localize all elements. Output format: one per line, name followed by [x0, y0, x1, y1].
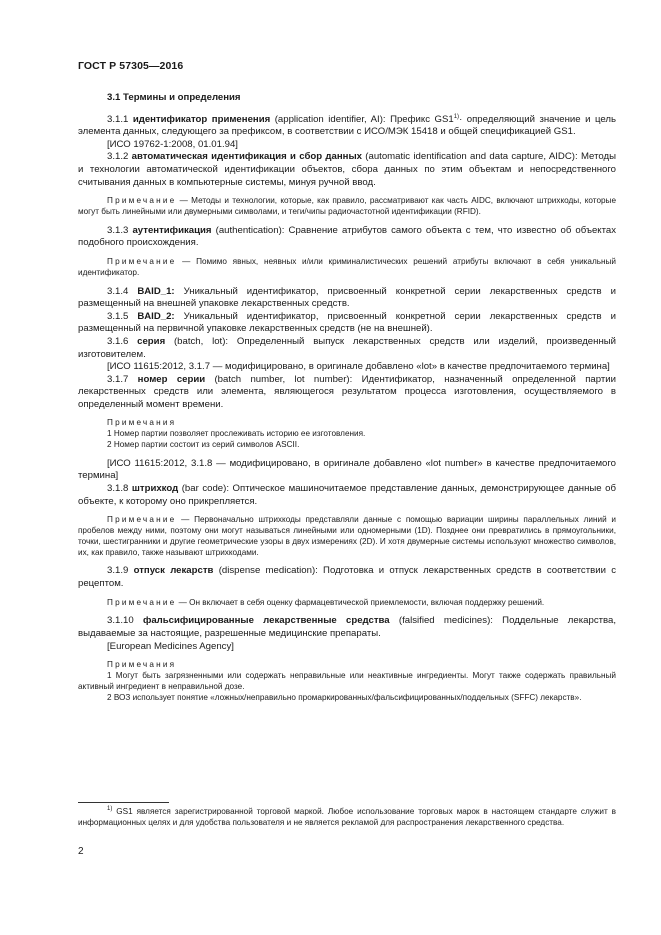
term-3-1-3	[78, 225, 616, 250]
term-name: BAID_2:	[137, 310, 175, 322]
term-definition: (falsified medicines): Поддельные лекарства, выдаваемые за настоящие, разрешенные медицинские препараты.	[78, 615, 616, 639]
term-definition: (batch, lot): Определенный выпуск лекарственных средств или изделий, произведенный изготовителем.	[78, 335, 616, 360]
note-lead: Примечание	[107, 196, 177, 206]
term-definition: (bar code): Оптическое машиночитаемое представление данных, демонстрирующее данные об объекте, к которому оно прикрепляется.	[78, 483, 616, 507]
term-number: 3.1.1	[107, 113, 133, 125]
term-definition: (batch number, lot number): Идентификатор, назначенный определенной партии лекарственных средств или элемента, являющегося результатом процесса изготовления, осуществляемого в определенный момент времени.	[78, 373, 616, 410]
note-text: — Первоначально штрихкоды представляли данные с помощью вариации ширины параллельных линий и пробелов между ними, поэтому они могут называться линейными или одномерными (1D). Позднее они превратились в прямоугольники, точки, шестигранники и другие геометрические узоры в двух измерениях (2D). И хотя двумерные системы используют множество символов, их, как правило, также называют штрихкодами.	[78, 515, 616, 557]
note-text: — Он включает в себя оценку фармацевтической приемлемости, включая поддержку решений.	[176, 597, 545, 607]
note-lead: Примечание	[107, 597, 177, 607]
term-notes	[78, 418, 616, 450]
term-number: 3.1.8	[107, 483, 132, 495]
term-name: штрихкод	[131, 483, 179, 495]
term-definition: Уникальный идентификатор, присвоенный конкретной серии лекарственных средств и размещенный на внешней упаковке лекарственных средств.	[78, 285, 616, 310]
note-lead: Примечание	[107, 515, 177, 525]
term-number: 3.1.2	[107, 151, 132, 163]
term-3-1-4	[78, 286, 616, 311]
term-number: 3.1.6	[107, 335, 138, 347]
notes-heading: Примечания	[107, 418, 177, 428]
term-3-1-1	[78, 114, 616, 139]
term-3-1-5	[78, 311, 616, 336]
note-lead: Примечание	[107, 256, 177, 266]
term-definition: (application identifier, AI): Префикс GS1	[270, 113, 454, 125]
footnote	[78, 807, 616, 829]
note-text: — Помимо явных, неявных и/или криминалистических решений атрибуты включают в себя уникальный идентификатор.	[78, 256, 616, 277]
note-text: — Методы и технологии, которые, как правило, рассматривают как часть AIDC, включают штрихкоды, которые могут быть линейными или двумерными символами, и теги/чипы радиочастотной идентификации (RFID).	[78, 196, 616, 216]
term-definition-cont: · определяющий значение и цель элемента данных, следующего за префиксом, в соответствии с ИСО/МЭК 15418 и общей спецификацией GS1.	[78, 113, 616, 138]
term-notes	[78, 660, 616, 703]
note-item: 2 ВОЗ использует понятие «ложных/неправильно промаркированных/фальсифицированных/поддельных (SFFC) лекарств».	[107, 692, 582, 702]
term-number: 3.1.10	[107, 615, 143, 627]
term-citation: [ИСО 11615:2012, 3.1.7 — модифицировано, в оригинале добавлено «lot» в качестве предпочитаемого термина]	[107, 361, 610, 373]
term-citation: [ИСО 11615:2012, 3.1.8 — модифицировано, в оригинале добавлено «lot number» в качестве предпочитаемого термина]	[78, 457, 616, 482]
term-name: аутентификация	[132, 224, 212, 236]
term-number: 3.1.9	[107, 565, 134, 577]
footnote-ref: 1)	[453, 113, 460, 120]
term-3-1-6	[78, 336, 616, 361]
term-definition: (authentication): Сравнение атрибутов самого объекта с тем, что известно об объектах подобного происхождения.	[78, 224, 616, 249]
note-item: 2 Номер партии состоит из серий символов ASCII.	[107, 440, 300, 450]
note-item: 1 Номер партии позволяет прослеживать историю ее изготовления.	[107, 429, 366, 439]
term-definition: (automatic identification and data capture, AIDC): Методы и технологии автоматической идентификации объектов, сбора данных по этим объектам и непосредственного считывания данных в компьютерные системы, минуя ручной ввод.	[78, 151, 616, 188]
term-definition: Уникальный идентификатор, присвоенный конкретной серии лекарственных средств и размещенный на первичной упаковке лекарственных средств (не на внешней).	[78, 310, 616, 335]
term-citation: [ИСО 19762-1:2008, 01.01.94]	[107, 138, 238, 150]
standard-header: ГОСТ Р 57305—2016	[78, 60, 184, 72]
term-number: 3.1.7	[107, 373, 138, 385]
term-3-1-8	[78, 483, 616, 508]
footnote-text: GS1 является зарегистрированной торговой маркой. Любое использование торговых марок в настоящем стандарте служит в информационных целях и для удобства пользователя и не является рекламой для распространения лекарственного средства.	[78, 807, 616, 827]
term-3-1-10	[78, 615, 616, 640]
section-title: 3.1 Термины и определения	[107, 92, 241, 103]
term-note	[78, 196, 616, 218]
term-name: отпуск лекарств	[133, 565, 214, 577]
footnote-divider	[78, 802, 169, 803]
term-note	[78, 515, 616, 558]
footnote-mark: 1)	[107, 806, 113, 812]
term-name: автоматическая идентификация и сбор данных	[131, 151, 362, 163]
term-citation: [European Medicines Agency]	[107, 640, 234, 652]
notes-heading: Примечания	[107, 660, 177, 670]
term-number: 3.1.3	[107, 224, 133, 236]
term-name: BAID_1:	[137, 285, 175, 297]
term-number: 3.1.4	[107, 285, 138, 297]
term-note	[78, 257, 616, 279]
document-body	[78, 92, 616, 710]
term-3-1-7	[78, 374, 616, 412]
term-definition: (dispense medication): Подготовка и отпуск лекарственных средств в соответствии с рецептом.	[78, 565, 616, 590]
term-3-1-2	[78, 151, 616, 189]
term-name: фальсифицированные лекарственные средства	[142, 615, 390, 627]
page-number: 2	[78, 846, 84, 857]
note-item: 1 Могут быть загрязненными или содержать неправильные или неактивные ингредиенты. Могут также содержать правильный активный ингредиент в неправильной дозе.	[78, 670, 616, 691]
term-number: 3.1.5	[107, 310, 138, 322]
term-name: номер серии	[137, 373, 206, 385]
term-name: серия	[137, 335, 166, 347]
term-note	[78, 598, 616, 609]
term-name: идентификатор применения	[132, 113, 271, 125]
term-3-1-9	[78, 565, 616, 590]
